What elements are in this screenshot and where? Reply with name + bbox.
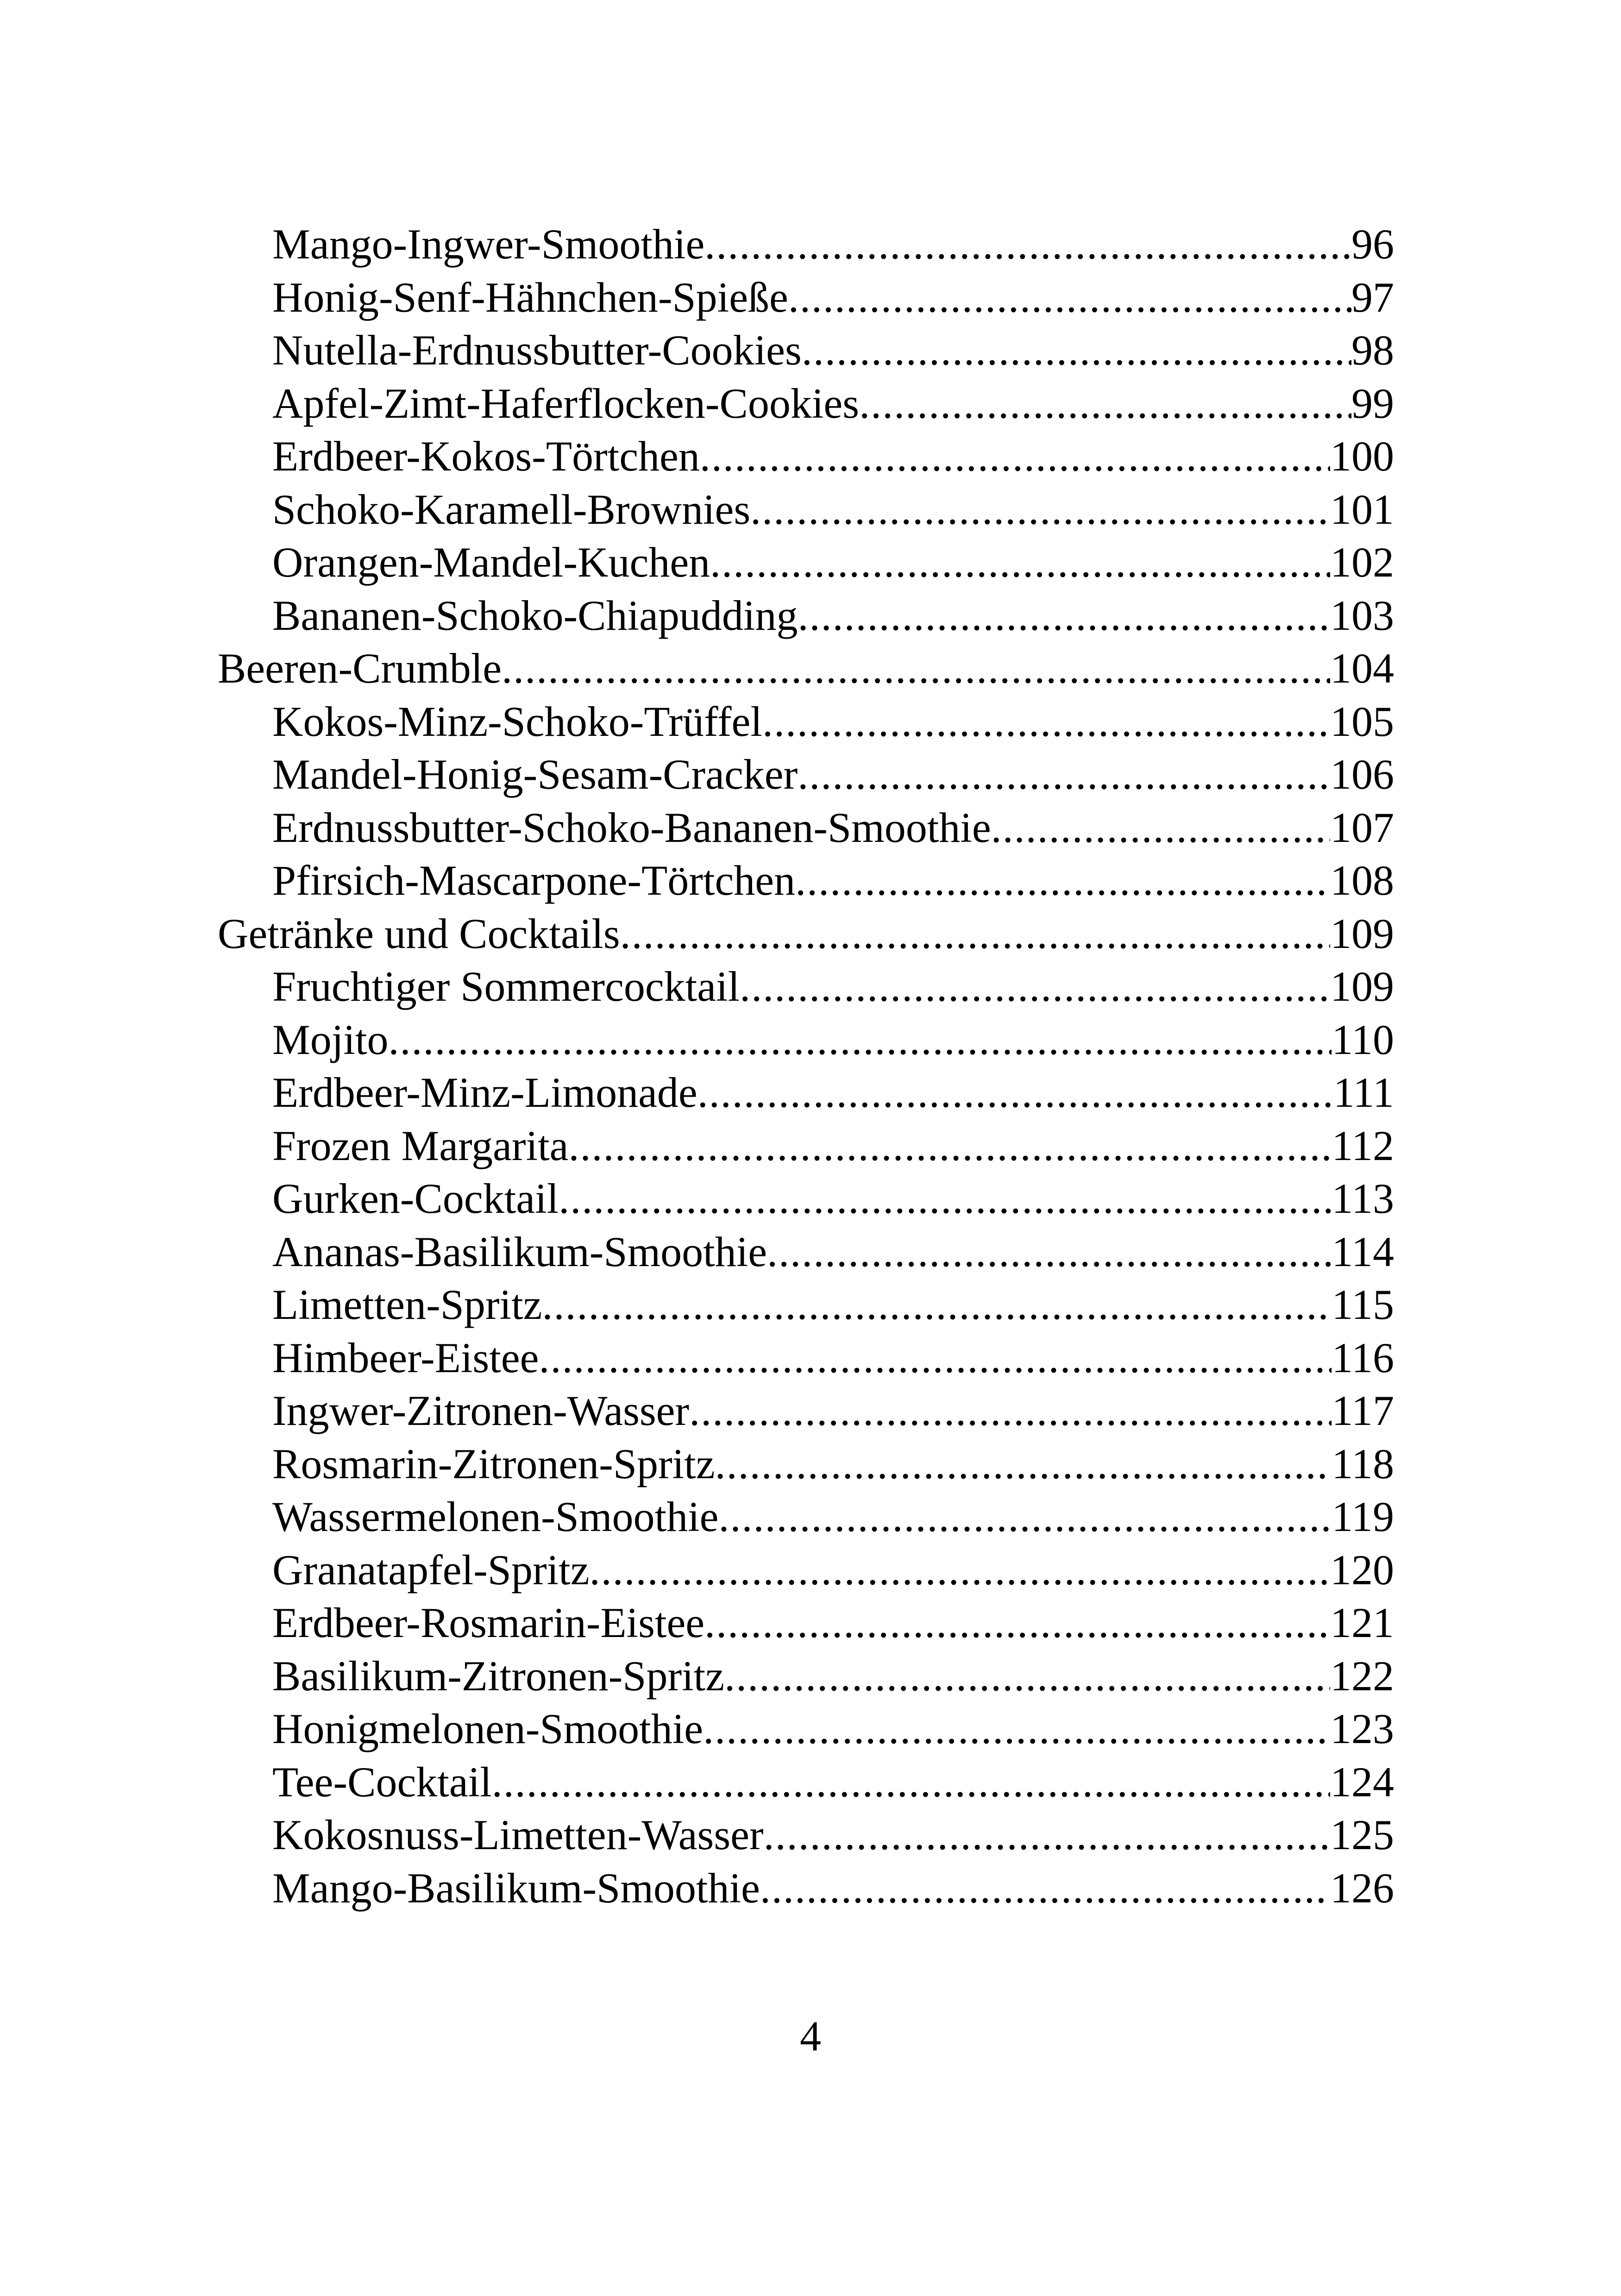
toc-dot-leader bbox=[767, 1225, 1332, 1279]
toc-dot-leader bbox=[703, 1702, 1330, 1756]
toc-entry-page: 125 bbox=[1330, 1811, 1394, 1858]
toc-entry-title: Ananas-Basilikum-Smoothie bbox=[272, 1228, 767, 1275]
toc-entry[interactable] bbox=[218, 854, 1394, 907]
toc-dot-leader bbox=[559, 1172, 1332, 1225]
toc-entry-title: Erdnussbutter-Schoko-Bananen-Smoothie bbox=[272, 803, 991, 851]
toc-entry-title: Orangen-Mandel-Kuchen bbox=[272, 539, 710, 586]
toc-entry-title: Wassermelonen-Smoothie bbox=[272, 1493, 719, 1540]
toc-entry-page: 120 bbox=[1330, 1546, 1394, 1593]
toc-section-entry[interactable] bbox=[218, 642, 1394, 695]
toc-entry-title: Erdbeer-Rosmarin-Eistee bbox=[272, 1599, 705, 1646]
toc-entry-title: Pfirsich-Mascarpone-Törtchen bbox=[272, 857, 796, 904]
toc-entry-page: 98 bbox=[1351, 326, 1394, 374]
toc-entry-page: 106 bbox=[1330, 751, 1394, 798]
toc-dot-leader bbox=[710, 536, 1330, 589]
toc-entry-page: 124 bbox=[1330, 1758, 1394, 1806]
toc-dot-leader bbox=[798, 589, 1330, 642]
toc-dot-leader bbox=[760, 1862, 1330, 1915]
toc-entry-title: Schoko-Karamell-Brownies bbox=[272, 485, 751, 533]
toc-entry-title: Erdbeer-Kokos-Törtchen bbox=[272, 433, 700, 480]
toc-entry-page: 112 bbox=[1332, 1122, 1394, 1169]
toc-entry[interactable] bbox=[218, 1490, 1394, 1543]
toc-dot-leader bbox=[724, 1650, 1330, 1703]
toc-entry-title: Mojito bbox=[272, 1016, 389, 1063]
toc-dot-leader bbox=[542, 1278, 1332, 1331]
toc-dot-leader bbox=[859, 377, 1351, 430]
toc-entry[interactable] bbox=[218, 1808, 1394, 1862]
toc-entry-page: 110 bbox=[1332, 1016, 1394, 1063]
toc-dot-leader bbox=[697, 1066, 1333, 1119]
toc-dot-leader bbox=[689, 1384, 1332, 1437]
toc-dot-leader bbox=[750, 483, 1330, 536]
toc-entry[interactable] bbox=[218, 1756, 1394, 1809]
toc-entry-title: Limetten-Spritz bbox=[272, 1281, 542, 1328]
toc-dot-leader bbox=[590, 1543, 1330, 1597]
toc-dot-leader bbox=[492, 1756, 1330, 1809]
toc-entry-title: Tee-Cocktail bbox=[272, 1758, 492, 1806]
toc-entry-title: Frozen Margarita bbox=[272, 1122, 569, 1169]
toc-entry-page: 101 bbox=[1330, 485, 1394, 533]
toc-entry[interactable] bbox=[218, 801, 1394, 854]
toc-section-title: Getränke und Cocktails bbox=[218, 910, 620, 957]
toc-entry[interactable] bbox=[218, 1278, 1394, 1331]
toc-entry-page: 115 bbox=[1332, 1281, 1394, 1328]
toc-dot-leader bbox=[718, 1490, 1332, 1543]
toc-dot-leader bbox=[762, 695, 1330, 748]
toc-entry[interactable] bbox=[218, 1225, 1394, 1279]
toc-dot-leader bbox=[704, 218, 1351, 271]
toc-entry-title: Basilikum-Zitronen-Spritz bbox=[272, 1652, 725, 1700]
toc-entry-page: 116 bbox=[1332, 1334, 1394, 1381]
toc-entry-page: 103 bbox=[1330, 591, 1394, 639]
toc-entry-title: Kokosnuss-Limetten-Wasser bbox=[272, 1811, 764, 1858]
toc-entry[interactable] bbox=[218, 1862, 1394, 1915]
toc-entry-page: 126 bbox=[1330, 1864, 1394, 1912]
toc-dot-leader bbox=[991, 801, 1330, 854]
toc-entry-page: 109 bbox=[1330, 963, 1394, 1010]
toc-dot-leader bbox=[569, 1119, 1332, 1173]
toc-dot-leader bbox=[795, 854, 1330, 907]
toc-entry[interactable] bbox=[218, 1596, 1394, 1650]
toc-dot-leader bbox=[764, 1808, 1330, 1862]
toc-entry-page: 105 bbox=[1330, 697, 1394, 745]
toc-dot-leader bbox=[798, 748, 1330, 801]
toc-entry[interactable] bbox=[218, 1437, 1394, 1491]
toc-entry[interactable] bbox=[218, 748, 1394, 801]
toc-entry-title: Granatapfel-Spritz bbox=[272, 1546, 590, 1593]
toc-dot-leader bbox=[502, 642, 1330, 695]
toc-entry-page: 97 bbox=[1351, 273, 1394, 321]
toc-entry[interactable] bbox=[218, 1013, 1394, 1066]
toc-section-entry[interactable] bbox=[218, 907, 1394, 960]
toc-entry-page: 119 bbox=[1332, 1493, 1394, 1540]
toc-entry[interactable] bbox=[218, 377, 1394, 430]
toc-entry-title: Himbeer-Eistee bbox=[272, 1334, 539, 1381]
toc-section-page: 109 bbox=[1330, 910, 1394, 957]
toc-entry-page: 96 bbox=[1351, 220, 1394, 268]
toc-entry-title: Mandel-Honig-Sesam-Cracker bbox=[272, 751, 798, 798]
toc-dot-leader bbox=[788, 271, 1351, 324]
toc-entry[interactable] bbox=[218, 1384, 1394, 1437]
table-of-contents bbox=[218, 218, 1394, 1914]
toc-entry[interactable] bbox=[218, 1650, 1394, 1703]
toc-entry-page: 102 bbox=[1330, 539, 1394, 586]
toc-entry-page: 118 bbox=[1332, 1440, 1394, 1487]
toc-dot-leader bbox=[715, 1437, 1332, 1491]
toc-entry-page: 117 bbox=[1332, 1387, 1394, 1434]
toc-dot-leader bbox=[802, 324, 1351, 377]
toc-entry[interactable] bbox=[218, 536, 1394, 589]
toc-dot-leader bbox=[539, 1331, 1332, 1385]
toc-section-page: 104 bbox=[1330, 645, 1394, 692]
toc-dot-leader bbox=[388, 1013, 1332, 1066]
toc-entry-page: 107 bbox=[1330, 803, 1394, 851]
toc-entry-page: 100 bbox=[1330, 433, 1394, 480]
toc-entry-title: Honig-Senf-Hähnchen-Spieße bbox=[272, 273, 788, 321]
toc-entry[interactable] bbox=[218, 271, 1394, 324]
toc-entry-title: Honigmelonen-Smoothie bbox=[272, 1705, 704, 1752]
toc-entry[interactable] bbox=[218, 430, 1394, 483]
toc-entry-page: 113 bbox=[1332, 1175, 1394, 1222]
toc-entry[interactable] bbox=[218, 483, 1394, 536]
toc-entry-title: Apfel-Zimt-Haferflocken-Cookies bbox=[272, 379, 860, 427]
toc-entry[interactable] bbox=[218, 1331, 1394, 1385]
toc-dot-leader bbox=[740, 960, 1330, 1013]
toc-entry-page: 108 bbox=[1330, 857, 1394, 904]
toc-dot-leader bbox=[620, 907, 1330, 960]
toc-entry[interactable] bbox=[218, 695, 1394, 748]
toc-entry[interactable] bbox=[218, 1066, 1394, 1119]
toc-entry-title: Nutella-Erdnussbutter-Cookies bbox=[272, 326, 802, 374]
toc-entry-page: 121 bbox=[1330, 1599, 1394, 1646]
toc-entry-title: Ingwer-Zitronen-Wasser bbox=[272, 1387, 690, 1434]
toc-entry-page: 111 bbox=[1333, 1069, 1394, 1116]
toc-entry-page: 122 bbox=[1330, 1652, 1394, 1700]
toc-entry-page: 123 bbox=[1330, 1705, 1394, 1752]
toc-entry-title: Kokos-Minz-Schoko-Trüffel bbox=[272, 697, 762, 745]
toc-entry[interactable] bbox=[218, 218, 1394, 271]
toc-entry[interactable] bbox=[218, 589, 1394, 642]
toc-entry-title: Erdbeer-Minz-Limonade bbox=[272, 1069, 697, 1116]
toc-entry[interactable] bbox=[218, 1543, 1394, 1597]
toc-entry[interactable] bbox=[218, 960, 1394, 1013]
toc-entry[interactable] bbox=[218, 1172, 1394, 1225]
toc-dot-leader bbox=[704, 1596, 1330, 1650]
toc-dot-leader bbox=[700, 430, 1330, 483]
toc-entry[interactable] bbox=[218, 324, 1394, 377]
page-number: 4 bbox=[800, 2013, 821, 2060]
toc-entry-title: Rosmarin-Zitronen-Spritz bbox=[272, 1440, 715, 1487]
toc-entry-page: 114 bbox=[1332, 1228, 1394, 1275]
toc-entry-title: Fruchtiger Sommercocktail bbox=[272, 963, 740, 1010]
toc-entry[interactable] bbox=[218, 1702, 1394, 1756]
toc-entry-page: 99 bbox=[1351, 379, 1394, 427]
toc-entry-title: Gurken-Cocktail bbox=[272, 1175, 559, 1222]
toc-entry[interactable] bbox=[218, 1119, 1394, 1173]
toc-entry-title: Mango-Basilikum-Smoothie bbox=[272, 1864, 760, 1912]
toc-entry-title: Bananen-Schoko-Chiapudding bbox=[272, 591, 798, 639]
toc-section-title: Beeren-Crumble bbox=[218, 645, 502, 692]
toc-entry-title: Mango-Ingwer-Smoothie bbox=[272, 220, 705, 268]
